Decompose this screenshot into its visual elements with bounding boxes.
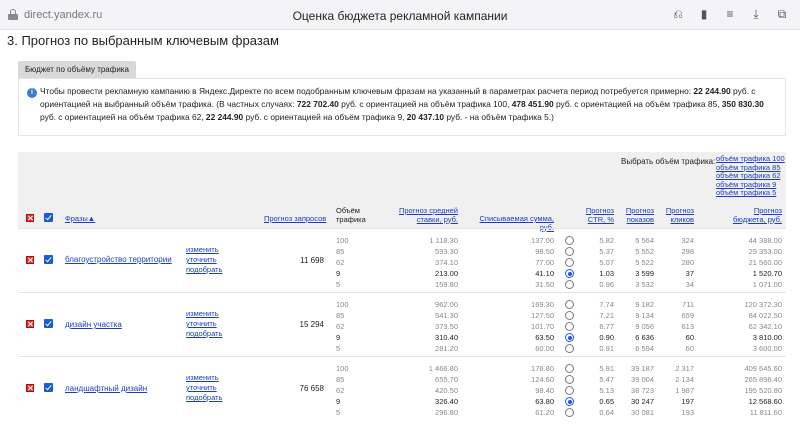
ctr-value: 7.21 <box>599 311 614 320</box>
traffic-radio[interactable] <box>565 408 574 417</box>
ctr-value: 5.82 <box>599 236 614 245</box>
refine-link[interactable]: уточнить <box>186 383 217 392</box>
traffic-volume: 62 <box>336 322 345 331</box>
ctr-value: 5.07 <box>599 258 614 267</box>
traffic-link-9[interactable]: объём трафика 9 <box>716 179 777 189</box>
shows-value: 9 134 <box>635 311 654 320</box>
change-link[interactable]: изменить <box>186 373 219 382</box>
clicks-value: 298 <box>681 247 694 256</box>
history-icon[interactable]: ⎌ <box>673 7 683 21</box>
shows-value: 5 522 <box>635 258 654 267</box>
clicks-value: 280 <box>681 258 694 267</box>
forecast-row <box>18 310 786 321</box>
address-bar[interactable]: direct.yandex.ru <box>24 9 103 21</box>
select-all-checkbox[interactable] <box>44 213 53 222</box>
traffic-volume: 62 <box>336 258 345 267</box>
col-bid[interactable]: Прогноз средней ставки, руб. <box>398 206 458 224</box>
change-link[interactable]: изменить <box>186 309 219 318</box>
ctr-value: 5.47 <box>599 375 614 384</box>
budget-value: 195 520.80 <box>744 386 782 395</box>
forecast-row <box>18 268 786 279</box>
ctr-value: 0.91 <box>599 344 614 353</box>
traffic-volume: 9 <box>336 397 341 406</box>
bid-value: 296.80 <box>435 408 458 417</box>
bid-value: 213.00 <box>435 269 458 278</box>
shows-value: 38 723 <box>631 386 654 395</box>
budget-value: 11 811.60 <box>749 408 782 417</box>
shows-value: 6 594 <box>635 344 654 353</box>
shows-value: 5 552 <box>635 247 654 256</box>
bid-value: 655.70 <box>435 375 458 384</box>
forecast-row <box>18 385 786 396</box>
table-header <box>18 152 786 232</box>
forecast-row <box>18 279 786 290</box>
clicks-value: 324 <box>681 236 694 245</box>
col-phrases[interactable]: Фразы▲ <box>65 214 96 223</box>
col-shows[interactable]: Прогноз показов <box>625 206 654 224</box>
traffic-volume: 100 <box>336 236 349 245</box>
charge-sum: 176.80 <box>531 364 554 373</box>
forecast-row <box>18 396 786 407</box>
col-ctr[interactable]: Прогноз CTR, % <box>585 206 614 224</box>
bid-value: 373.50 <box>435 322 458 331</box>
traffic-link-85[interactable]: объём трафика 85 <box>716 162 781 172</box>
clicks-value: 2 317 <box>675 364 694 373</box>
phrase-group-2 <box>18 292 786 356</box>
charge-sum: 61.20 <box>535 408 554 417</box>
charge-sum: 63.50 <box>535 333 554 342</box>
budget-value: 12 568.60 <box>748 397 782 406</box>
request-count: 11 698 <box>300 256 324 265</box>
ctr-value: 5.91 <box>599 364 614 373</box>
bid-value: 326.40 <box>435 397 458 406</box>
remove-all-checkbox[interactable] <box>26 214 34 222</box>
col-clicks[interactable]: Прогноз кликов <box>665 206 694 224</box>
shows-value: 30 081 <box>631 408 654 417</box>
forecast-row <box>18 299 786 310</box>
budget-value: 120 372.30 <box>744 300 782 309</box>
phrase-group-1 <box>18 228 786 292</box>
budget-value: 3 810.00 <box>752 333 782 342</box>
clicks-value: 34 <box>685 280 694 289</box>
traffic-radio[interactable] <box>565 364 574 373</box>
charge-sum: 124.60 <box>531 375 554 384</box>
ctr-value: 0.96 <box>599 280 614 289</box>
traffic-radio[interactable] <box>565 386 574 395</box>
budget-value: 84 022.50 <box>748 311 782 320</box>
refine-link[interactable]: уточнить <box>186 255 217 264</box>
traffic-volume: 9 <box>336 333 341 342</box>
charge-sum: 31.50 <box>535 280 554 289</box>
traffic-link-100[interactable]: объём трафика 100 <box>716 154 785 163</box>
refine-link[interactable]: уточнить <box>186 319 217 328</box>
forecast-row <box>18 407 786 418</box>
traffic-radio[interactable] <box>565 397 574 406</box>
traffic-link-5[interactable]: объём трафика 5 <box>716 188 777 198</box>
charge-sum: 60.00 <box>535 344 554 353</box>
traffic-volume: 100 <box>336 364 349 373</box>
forecast-table <box>18 152 786 427</box>
ctr-value: 0.65 <box>599 397 614 406</box>
shows-value: 9 056 <box>635 322 654 331</box>
ctr-value: 5.37 <box>599 247 614 256</box>
traffic-volume: 62 <box>336 386 345 395</box>
forecast-row <box>18 246 786 257</box>
charge-sum: 169.30 <box>531 300 554 309</box>
charge-sum: 101.70 <box>531 322 554 331</box>
charge-sum: 77.00 <box>535 258 554 267</box>
pick-link[interactable]: подобрать <box>186 265 223 274</box>
traffic-volume: 85 <box>336 375 345 384</box>
forecast-row <box>18 332 786 343</box>
clicks-value: 2 134 <box>675 375 694 384</box>
traffic-radio[interactable] <box>565 311 574 320</box>
traffic-radio[interactable] <box>565 280 574 289</box>
traffic-radio[interactable] <box>565 269 574 278</box>
col-requests[interactable]: Прогноз запросов <box>264 214 327 223</box>
clicks-value: 37 <box>685 269 694 278</box>
bid-value: 593.30 <box>435 247 458 256</box>
budget-value: 62 342.10 <box>748 322 782 331</box>
traffic-radio[interactable] <box>565 344 574 353</box>
section-heading: 3. Прогноз по выбранным ключевым фразам <box>7 33 279 48</box>
budget-value: 1 520.70 <box>752 269 782 278</box>
phrase-link[interactable]: дизайн участка <box>65 320 122 329</box>
bid-value: 420.50 <box>435 386 458 395</box>
menu-icon[interactable]: ≡ <box>726 7 734 21</box>
traffic-radio[interactable] <box>565 375 574 384</box>
phrase-group-3 <box>18 356 786 420</box>
traffic-radio[interactable] <box>565 258 574 267</box>
shows-value: 3 532 <box>635 280 654 289</box>
col-budget[interactable]: Прогноз бюджета, руб. <box>732 206 782 224</box>
shows-value: 6 636 <box>635 333 654 342</box>
budget-value: 21 560.00 <box>748 258 782 267</box>
page-title: Оценка бюджета рекламной кампании <box>292 9 508 23</box>
budget-value: 44 388.00 <box>748 236 782 245</box>
charge-sum: 63.80 <box>535 397 554 406</box>
traffic-radio[interactable] <box>565 236 574 245</box>
col-volume: Объём трафика <box>336 206 366 224</box>
forecast-row <box>18 374 786 385</box>
traffic-radio[interactable] <box>565 322 574 331</box>
ctr-value: 0.64 <box>599 408 614 417</box>
traffic-radio[interactable] <box>565 300 574 309</box>
ctr-value: 7.74 <box>599 300 614 309</box>
pick-link[interactable]: подобрать <box>186 329 223 338</box>
phrase-link[interactable]: ландшафтный дизайн <box>65 384 148 393</box>
shows-value: 30 247 <box>631 397 654 406</box>
charge-sum: 41.10 <box>535 269 554 278</box>
bid-value: 374.10 <box>435 258 458 267</box>
extensions-icon[interactable]: ⧉ <box>777 7 787 21</box>
traffic-link-62[interactable]: объём трафика 62 <box>716 171 781 181</box>
clicks-value: 193 <box>681 408 694 417</box>
shows-value: 5 564 <box>635 236 654 245</box>
shows-value: 9 182 <box>635 300 654 309</box>
clicks-value: 60 <box>685 333 694 342</box>
shows-value: 39 187 <box>631 364 654 373</box>
charge-sum: 98.40 <box>535 386 554 395</box>
traffic-volume: 9 <box>336 269 341 278</box>
budget-value: 1 071.00 <box>752 280 782 289</box>
shows-value: 39 004 <box>631 375 654 384</box>
traffic-radio[interactable] <box>565 333 574 342</box>
traffic-select-links <box>716 155 785 198</box>
bid-value: 159.80 <box>435 280 458 289</box>
bid-value: 541.30 <box>435 311 458 320</box>
download-icon[interactable]: ⤓ <box>753 7 759 21</box>
forecast-row <box>18 321 786 332</box>
info-icon: i <box>27 88 37 98</box>
bid-value: 1 466.80 <box>428 364 458 373</box>
ctr-value: 0.90 <box>599 333 614 342</box>
traffic-select-label: Выбрать объём трафика: <box>621 157 716 166</box>
ctr-value: 5.13 <box>599 386 614 395</box>
tab-traffic-budget[interactable]: Бюджет по объёму трафика <box>18 61 136 78</box>
clicks-value: 659 <box>681 311 694 320</box>
bookmark-icon[interactable]: ▮ <box>700 7 708 21</box>
budget-value: 3 600.00 <box>752 344 782 353</box>
info-text: Чтобы провести рекламную кампанию в Яндекс.Директе по всем подобранным ключевым фразам на указанный в параметрах расчета период потребуется примерно: 22 244.90 руб. с ориентацией на выбранный объём трафика. (В частных случаях: 722 702.40 руб. с ориентацией на объём трафика 100, 478 451.90 руб. с ориентацией на объём трафика 85, 350 830.30 руб. с ориентацией на объём трафика 62, 22 244.90 руб. с ориентацией на объём трафика 9, 20 437.10 руб. - на объём трафика 5.) <box>40 86 764 122</box>
traffic-volume: 85 <box>336 311 345 320</box>
charge-sum: 137.00 <box>531 236 554 245</box>
forecast-row <box>18 235 786 246</box>
phrase-link[interactable]: благоустройство территории <box>65 255 172 264</box>
ctr-value: 1.03 <box>599 269 614 278</box>
shows-value: 3 599 <box>635 269 654 278</box>
forecast-row <box>18 257 786 268</box>
clicks-value: 1 987 <box>675 386 694 395</box>
traffic-radio[interactable] <box>565 247 574 256</box>
request-count: 15 294 <box>299 320 324 329</box>
bid-value: 281.20 <box>435 344 458 353</box>
col-sum[interactable]: Списываемая сумма, руб. <box>479 214 554 232</box>
traffic-volume: 85 <box>336 247 345 256</box>
traffic-volume: 5 <box>336 280 341 289</box>
change-link[interactable]: изменить <box>186 245 219 254</box>
ctr-value: 6.77 <box>599 322 614 331</box>
forecast-row <box>18 343 786 354</box>
forecast-row <box>18 363 786 374</box>
clicks-value: 197 <box>681 397 694 406</box>
clicks-value: 60 <box>685 344 694 353</box>
request-count: 76 658 <box>299 384 324 393</box>
budget-value: 409 645.60 <box>744 364 782 373</box>
traffic-volume: 5 <box>336 408 341 417</box>
bid-value: 1 118.30 <box>429 236 458 245</box>
browser-toolbar <box>0 0 800 30</box>
traffic-volume: 5 <box>336 344 341 353</box>
budget-value: 265 896.40 <box>744 375 782 384</box>
charge-sum: 98.50 <box>535 247 554 256</box>
info-box <box>18 78 786 136</box>
bid-value: 310.40 <box>435 333 458 342</box>
bid-value: 962.00 <box>435 300 458 309</box>
clicks-value: 711 <box>682 300 694 309</box>
clicks-value: 613 <box>681 322 694 331</box>
pick-link[interactable]: подобрать <box>186 393 223 402</box>
traffic-volume: 100 <box>336 300 349 309</box>
charge-sum: 127.50 <box>531 311 554 320</box>
budget-value: 29 353.00 <box>748 247 782 256</box>
